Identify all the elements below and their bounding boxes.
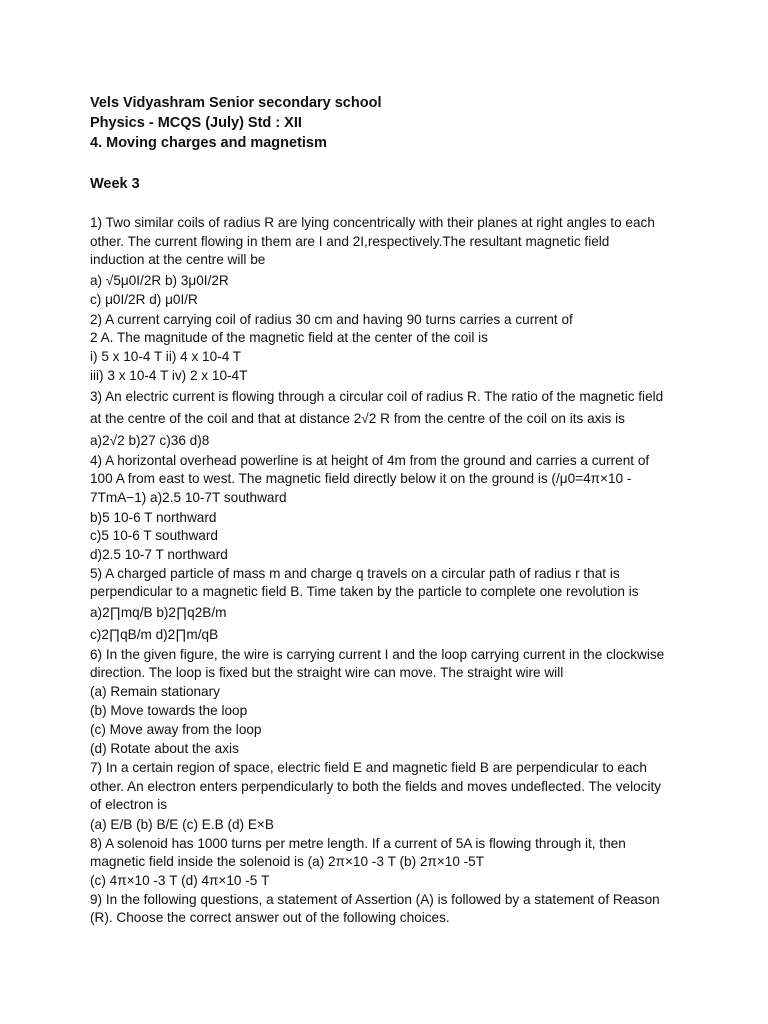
text-line: i) 5 x 10-4 T ii) 4 x 10-4 T	[90, 349, 242, 364]
text-line: 7) In a certain region of space, electric field E and magnetic field B are perpendicular to each	[90, 760, 647, 775]
text-line: d)2.5 10-7 T northward	[90, 547, 228, 562]
text-line: direction. The loop is fixed but the straight wire can move. The straight wire will	[90, 665, 564, 680]
school-name: Vels Vidyashram Senior secondary school	[90, 95, 382, 111]
text-line: 9) In the following questions, a statement of Assertion (A) is followed by a statement of Reason	[90, 892, 660, 907]
text-line: (a) Remain stationary	[90, 684, 220, 699]
text-line: c)5 10-6 T southward	[90, 528, 218, 543]
text-line: a)2√2 b)27 c)36 d)8	[90, 433, 210, 448]
text-line: other. The current flowing in them are I and 2I,respectively.The resultant magnetic field	[90, 234, 610, 249]
text-line: 2 A. The magnitude of the magnetic field at the center of the coil is	[90, 330, 488, 345]
text-line: 2) A current carrying coil of radius 30 cm and having 90 turns carries a current of	[90, 312, 573, 327]
text-line: (b) Move towards the loop	[90, 703, 248, 718]
text-line: (a) E/B (b) B/E (c) E.B (d) E×B	[90, 817, 274, 832]
subject-line: Physics - MCQS (July) Std : XII	[90, 115, 302, 131]
text-line: 5) A charged particle of mass m and charge q travels on a circular path of radius r that is	[90, 566, 620, 581]
text-line: 8) A solenoid has 1000 turns per metre length. If a current of 5A is flowing through it, then	[90, 836, 626, 851]
text-line: b)5 10-6 T northward	[90, 510, 217, 525]
text-line: a)2∏mq/B b)2∏q2B/m	[90, 605, 227, 620]
text-line: c) μ0I/2R d) μ0I/R	[90, 292, 198, 307]
text-line: induction at the centre will be	[90, 252, 266, 267]
text-line: 4) A horizontal overhead powerline is at height of 4m from the ground and carries a current of	[90, 453, 650, 468]
text-line: (c) Move away from the loop	[90, 722, 262, 737]
chapter-title: 4. Moving charges and magnetism	[90, 135, 327, 151]
text-line: (R). Choose the correct answer out of the following choices.	[90, 910, 450, 925]
text-line: (d) Rotate about the axis	[90, 741, 239, 756]
text-line: (c) 4π×10 -3 T (d) 4π×10 -5 T	[90, 873, 270, 888]
text-line: 3) An electric current is flowing through a circular coil of radius R. The ratio of the magnetic field	[90, 389, 664, 404]
text-line: perpendicular to a magnetic field B. Time taken by the particle to complete one revolution is	[90, 584, 639, 599]
text-line: 100 A from east to west. The magnetic field directly below it on the ground is (/μ0=4π×10 -	[90, 471, 632, 486]
text-line: 7TmA−1) a)2.5 10-7T southward	[90, 490, 287, 505]
text-line: 1) Two similar coils of radius R are lying concentrically with their planes at right angles to each	[90, 215, 655, 230]
text-line: 6) In the given figure, the wire is carrying current I and the loop carrying current in the clockwise	[90, 647, 665, 662]
text-line: other. An electron enters perpendicularly to both the fields and moves undeflected. The velocity	[90, 779, 662, 794]
text-line: a) √5μ0I/2R b) 3μ0I/2R	[90, 273, 229, 288]
text-line: at the centre of the coil and that at distance 2√2 R from the centre of the coil on its axis is	[90, 411, 625, 426]
week-label: Week 3	[90, 176, 140, 192]
text-line: c)2∏qB/m d)2∏m/qB	[90, 627, 219, 642]
text-line: of electron is	[90, 797, 168, 812]
text-line: magnetic field inside the solenoid is (a) 2π×10 -3 T (b) 2π×10 -5T	[90, 854, 485, 869]
text-line: iii) 3 x 10-4 T iv) 2 x 10-4T	[90, 368, 248, 383]
